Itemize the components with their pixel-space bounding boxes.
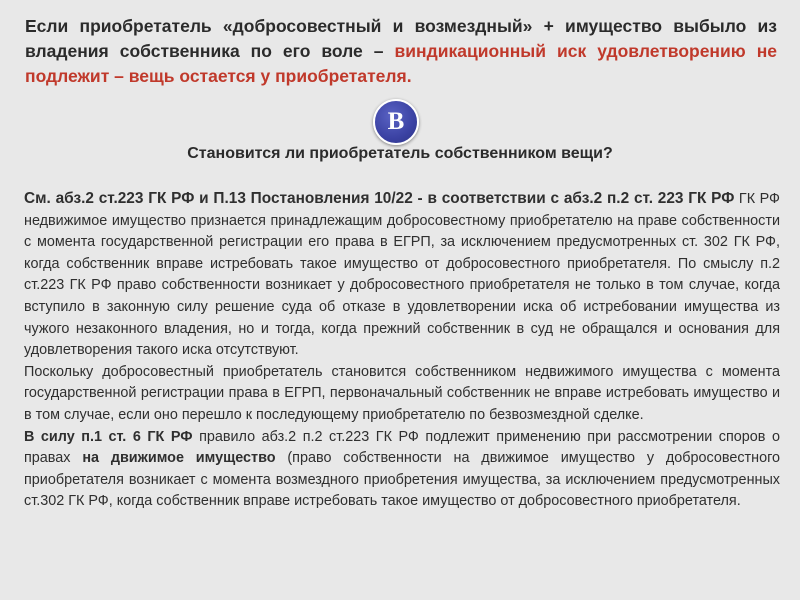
paragraph-3-text-a: правило абз.2 п.2 ст.223 ГК РФ подлежит применению при рассмотрении споров о правах — [24, 428, 780, 467]
body-text — [24, 188, 780, 513]
paragraph-3 — [24, 427, 780, 513]
paragraph-3-bold-mid: на движимое имущество — [82, 450, 276, 467]
paragraph-1 — [24, 188, 780, 362]
badge-letter: В — [387, 108, 405, 135]
header-statement — [25, 14, 777, 89]
letter-badge — [373, 99, 419, 145]
question-heading: Становится ли приобретатель собственником вещи? — [187, 145, 613, 162]
paragraph-2: Поскольку добросовестный приобретатель становится собственником недвижимого имущества с момента государственной регистрации права в ЕГРП, первоначальный собственник не вправе истребовать имущество и в том случае, если оно перешло к последующему приобретателю по безвозмездной сделке. — [24, 363, 780, 423]
header-conclusion-red: виндикационный иск удовлетворению не подлежит – вещь остается у приобретателя. — [25, 41, 777, 86]
paragraph-3-text-b: (право собственности на движимое имущество у добросовестного приобретателя возникает с момента возмездного приобретения имущества, за исключением предусмотренных ст.302 ГК РФ, когда собственник вправе истребовать такое имущество от добросовестного приобретателя. — [24, 450, 781, 510]
paragraph-1-bold-lead: См. абз.2 ст.223 ГК РФ и П.13 Постановления 10/22 - в соответствии с абз.2 п.2 ст. 223 ГК РФ — [24, 190, 735, 207]
paragraph-1-text: ГК РФ недвижимое имущество признается принадлежащим добросовестному приобретателю на праве собственности с момента государственной регистрации его права в ЕГРП, за исключением предусмотренных ст. 302 ГК РФ, когда собственник вправе истребовать такое имущество от добросовестного приобретателя. По смыслу п.2 ст.223 ГК РФ право собственности возникает у добросовестного приобретателя не только в том случае, когда вступило в законную силу решение суда об отказе в удовлетворении иска об истребовании имущества из чужого незаконного владения, но и тогда, когда прежний собственник в суд не обращался и основания для удовлетворения такого иска отсутствуют. — [24, 191, 780, 359]
paragraph-3-bold-lead: В силу п.1 ст. 6 ГК РФ — [24, 428, 193, 445]
header-text: Если приобретатель «добросовестный и возмездный» + имущество выбыло из владения собственника по его воле – — [25, 16, 777, 61]
